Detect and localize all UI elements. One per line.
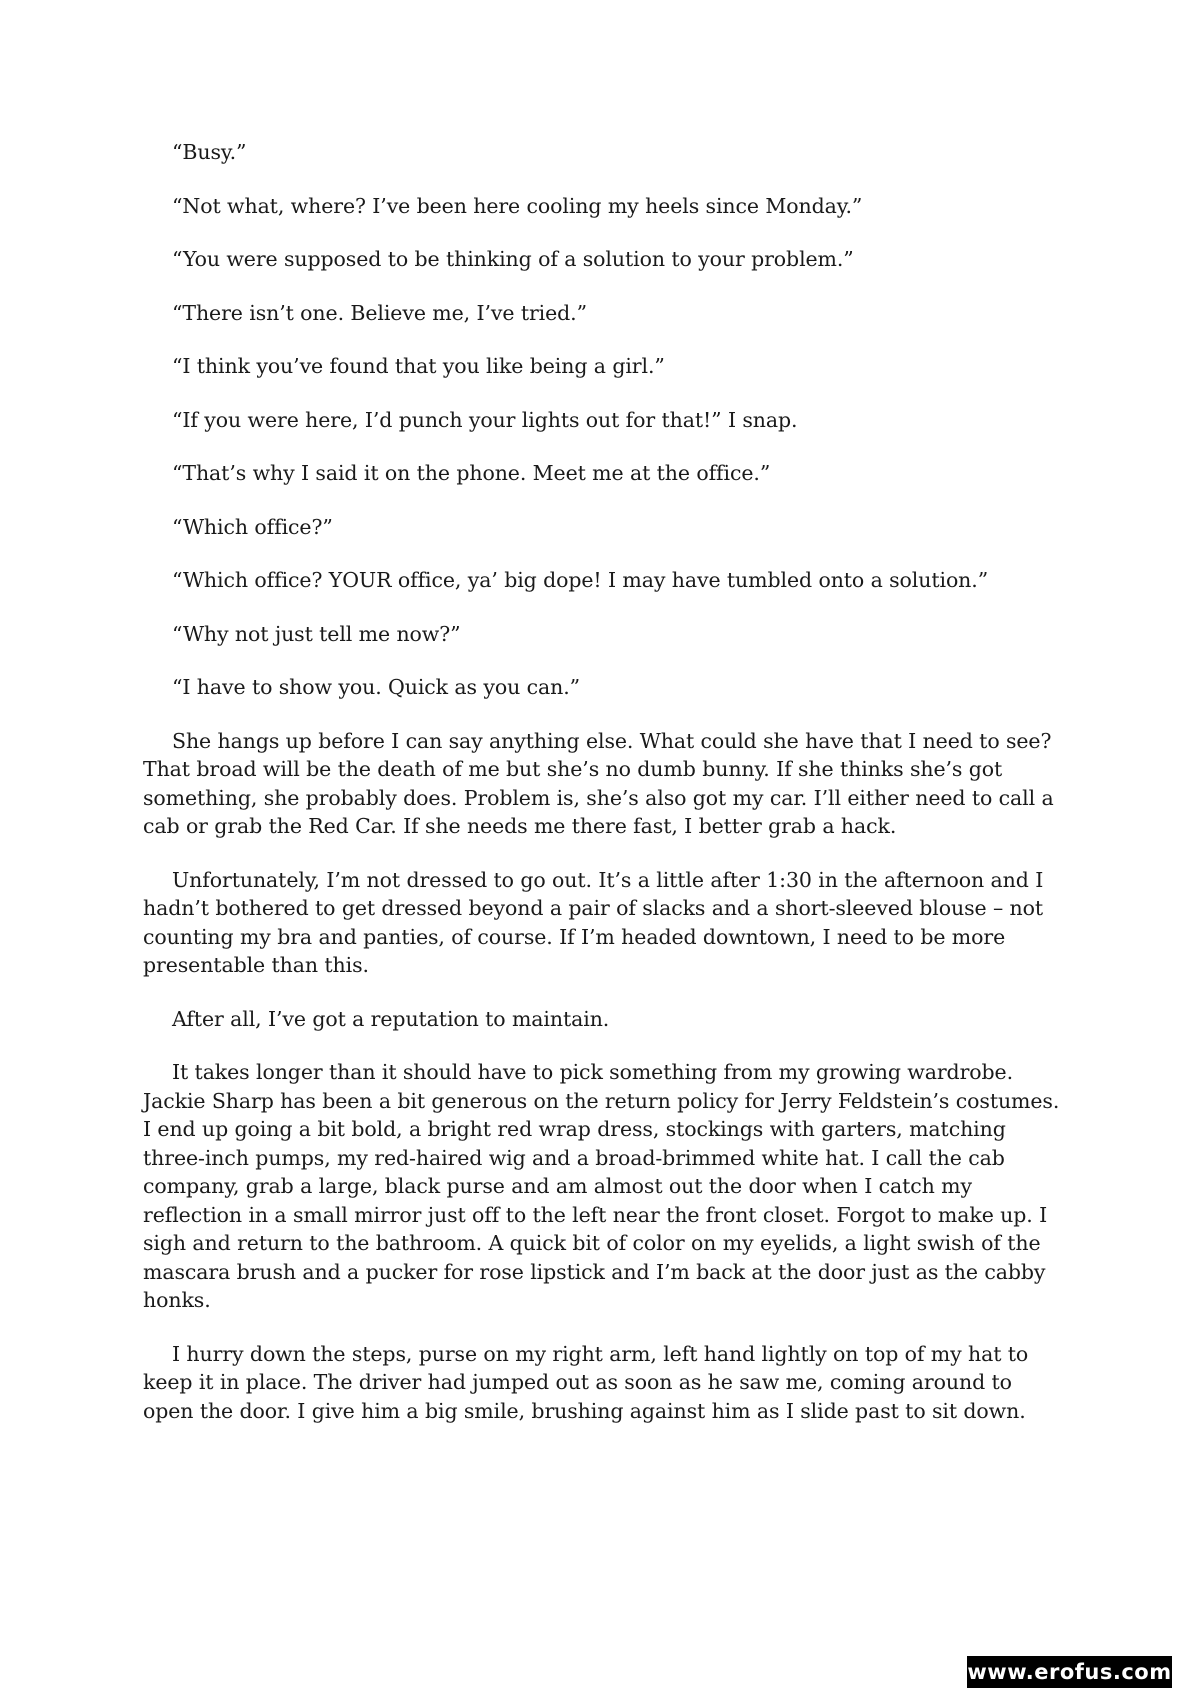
watermark: www.erofus.com [967, 1656, 1172, 1688]
paragraph: “Busy.” [172, 140, 247, 164]
paragraph: “Not what, where? I’ve been here cooling my heels since Monday.” [172, 193, 863, 218]
paragraph: “I think you’ve found that you like being a girl.” [172, 354, 665, 378]
paragraph: “Which office? YOUR office, ya’ big dope! I may have tumbled onto a solution.” [172, 568, 989, 592]
paragraph: Unfortunately, I’m not dressed to go out. It’s a little after 1:30 in the afternoon and I hadn’t bothered to get dressed beyond a pair of slacks and a short-sleeved blouse – not counting my bra and panties, of course. If I’m headed downtown, I need to be more presentable than this. [143, 867, 1044, 977]
paragraph: “You were supposed to be thinking of a solution to your problem.” [172, 247, 854, 271]
paragraph: I hurry down the steps, purse on my right arm, left hand lightly on top of my hat to keep it in place. The driver had jumped out as soon as he saw me, coming around to open the door. I give him a big smile, brushing against him as I slide past to sit down. [143, 1341, 1029, 1423]
paragraph: “Which office?” [172, 514, 333, 539]
paragraph: “I have to show you. Quick as you can.” [172, 675, 581, 699]
body-text [143, 138, 1063, 1450]
paragraph: She hangs up before I can say anything else. What could she have that I need to see? That broad will be the death of me but she’s no dumb bunny. If she thinks she’s got something, she probably does. Problem is, she’s also got my car. I’ll either need to call a cab or grab the Red Car. If she needs me there fast, I better grab a hack. [143, 728, 1054, 838]
paragraph: “There isn’t one. Believe me, I’ve tried.” [172, 300, 587, 325]
paragraph: “That’s why I said it on the phone. Meet me at the office.” [172, 461, 771, 485]
paragraph: “If you were here, I’d punch your lights out for that!” I snap. [172, 407, 798, 432]
paragraph: “Why not just tell me now?” [172, 621, 461, 646]
paragraph: It takes longer than it should have to pick something from my growing wardrobe. Jackie Sharp has been a bit generous on the return policy for Jerry Feldstein’s costumes. I end up going a bit bold, a bright red wrap dress, stockings with garters, matching three-inch pumps, my red-haired wig and a broad-brimmed white hat. I call the cab company, grab a large, black purse and am almost out the door when I catch my reflection in a small mirror just off to the left near the front closet. Forgot to make up. I sigh and return to the bathroom. A quick bit of color on my eyelids, a light swish of the mascara brush and a pucker for rose lipstick and I’m back at the door just as the cabby honks. [143, 1060, 1060, 1312]
paragraph: After all, I’ve got a reputation to maintain. [172, 1006, 610, 1031]
